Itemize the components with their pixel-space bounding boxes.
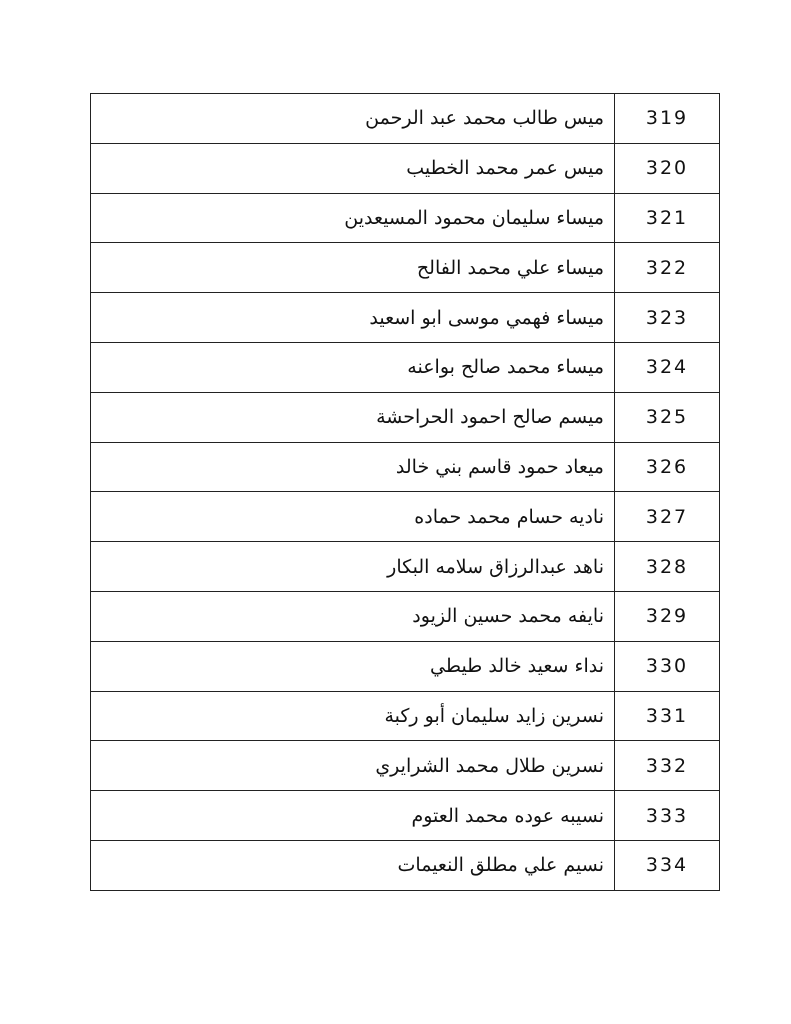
row-name: ميس عمر محمد الخطيب	[91, 143, 615, 193]
row-name: ميساء سليمان محمود المسيعدين	[91, 193, 615, 243]
row-number: 328	[615, 542, 720, 592]
row-name: ناهد عبدالرزاق سلامه البكار	[91, 542, 615, 592]
table-row	[91, 691, 720, 741]
row-name: ناديه حسام محمد حماده	[91, 492, 615, 542]
row-name: نسرين طلال محمد الشرايري	[91, 741, 615, 791]
table-row	[91, 591, 720, 641]
table-row	[91, 741, 720, 791]
row-number: 320	[615, 143, 720, 193]
row-name: نايفه محمد حسين الزيود	[91, 591, 615, 641]
table-row	[91, 791, 720, 841]
names-table	[90, 93, 720, 891]
names-table-body	[91, 94, 720, 891]
table-row	[91, 94, 720, 144]
table-row	[91, 492, 720, 542]
table-row	[91, 293, 720, 343]
table-row	[91, 542, 720, 592]
row-name: نداء سعيد خالد طيطي	[91, 641, 615, 691]
row-number: 327	[615, 492, 720, 542]
row-number: 325	[615, 392, 720, 442]
row-number: 321	[615, 193, 720, 243]
row-name: نسرين زايد سليمان أبو ركبة	[91, 691, 615, 741]
table-row	[91, 193, 720, 243]
row-number: 323	[615, 293, 720, 343]
row-number: 333	[615, 791, 720, 841]
table-row	[91, 342, 720, 392]
row-name: ميعاد حمود قاسم بني خالد	[91, 442, 615, 492]
row-name: ميساء محمد صالح بواعنه	[91, 342, 615, 392]
row-number: 329	[615, 591, 720, 641]
table-row	[91, 442, 720, 492]
row-number: 324	[615, 342, 720, 392]
row-number: 322	[615, 243, 720, 293]
row-name: ميساء فهمي موسى ابو اسعيد	[91, 293, 615, 343]
row-number: 331	[615, 691, 720, 741]
table-row	[91, 243, 720, 293]
row-name: نسيم علي مطلق النعيمات	[91, 840, 615, 890]
row-name: ميساء علي محمد الفالح	[91, 243, 615, 293]
row-number: 326	[615, 442, 720, 492]
row-name: ميس طالب محمد عبد الرحمن	[91, 94, 615, 144]
table-row	[91, 840, 720, 890]
row-number: 330	[615, 641, 720, 691]
table-row	[91, 392, 720, 442]
row-name: ميسم صالح احمود الحراحشة	[91, 392, 615, 442]
row-number: 332	[615, 741, 720, 791]
row-name: نسيبه عوده محمد العتوم	[91, 791, 615, 841]
table-row	[91, 143, 720, 193]
row-number: 319	[615, 94, 720, 144]
table-row	[91, 641, 720, 691]
row-number: 334	[615, 840, 720, 890]
